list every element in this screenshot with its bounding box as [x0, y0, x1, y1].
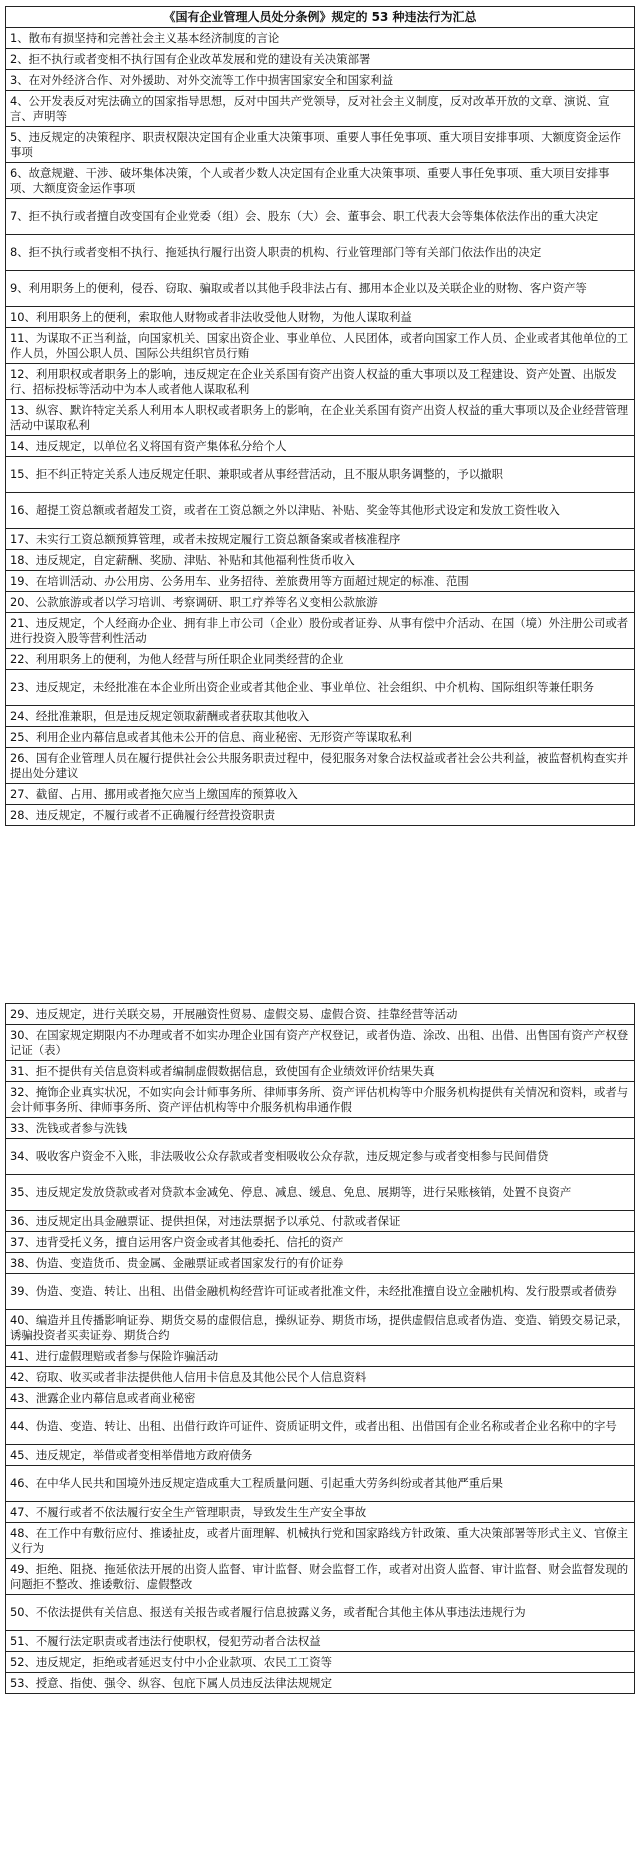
violation-item	[6, 28, 635, 49]
violation-item-cell: 50、不依法提供有关信息、报送有关报告或者履行信息披露义务，或者配合其他主体从事违法违规行为	[6, 1595, 635, 1631]
violation-item	[6, 1409, 635, 1445]
violation-item	[6, 1466, 635, 1502]
violation-item	[6, 1025, 635, 1061]
violation-item-cell: 16、超提工资总额或者超发工资，或者在工资总额之外以津贴、补贴、奖金等其他形式设定和发放工资性收入	[6, 493, 635, 529]
violation-item	[6, 163, 635, 199]
violation-item	[6, 1004, 635, 1025]
violation-item	[6, 670, 635, 706]
violation-item-cell: 29、违反规定，进行关联交易，开展融资性贸易、虚假交易、虚假合资、挂靠经营等活动	[6, 1004, 635, 1025]
violation-item	[6, 457, 635, 493]
violation-item-cell: 25、利用企业内幕信息或者其他未公开的信息、商业秘密、无形资产等谋取私利	[6, 727, 635, 748]
violation-item-cell: 17、未实行工资总额预算管理，或者未按规定履行工资总额备案或者核准程序	[6, 529, 635, 550]
violation-item	[6, 436, 635, 457]
violation-item-cell: 13、纵容、默许特定关系人利用本人职权或者职务上的影响，在企业关系国有资产出资人权益的重大事项以及企业经营管理活动中谋取私利	[6, 400, 635, 436]
violation-item-cell: 39、伪造、变造、转让、出租、出借金融机构经营许可证或者批准文件，未经批准擅自设立金融机构、发行股票或者债券	[6, 1274, 635, 1310]
violation-item	[6, 727, 635, 748]
violation-item-cell: 7、拒不执行或者擅自改变国有企业党委（组）会、股东（大）会、董事会、职工代表大会等集体依法作出的重大决定	[6, 199, 635, 235]
violation-item	[6, 1631, 635, 1652]
violation-item-cell: 1、散布有损坚持和完善社会主义基本经济制度的言论	[6, 28, 635, 49]
violation-item-cell: 43、泄露企业内幕信息或者商业秘密	[6, 1388, 635, 1409]
violation-item-cell: 26、国有企业管理人员在履行提供社会公共服务职责过程中，侵犯服务对象合法权益或者社会公共利益，被监督机构查实并提出处分建议	[6, 748, 635, 784]
violation-item	[6, 400, 635, 436]
violation-item-cell: 31、拒不提供有关信息资料或者编制虚假数据信息，致使国有企业绩效评价结果失真	[6, 1061, 635, 1082]
violation-item-cell: 33、洗钱或者参与洗钱	[6, 1118, 635, 1139]
violation-item-cell: 36、违反规定出具金融票证、提供担保，对违法票据予以承兑、付款或者保证	[6, 1211, 635, 1232]
violation-item-cell: 30、在国家规定期限内不办理或者不如实办理企业国有资产产权登记，或者伪造、涂改、出租、出借、出售国有资产产权登记证（表）	[6, 1025, 635, 1061]
violation-item	[6, 613, 635, 649]
violation-item-cell: 21、违反规定，个人经商办企业、拥有非上市公司（企业）股份或者证券、从事有偿中介活动、在国（境）外注册公司或者进行投资入股等营利性活动	[6, 613, 635, 649]
violation-item-cell: 4、公开发表反对宪法确立的国家指导思想，反对中国共产党领导，反对社会主义制度，反对改革开放的文章、演说、宣言、声明等	[6, 91, 635, 127]
violation-item-cell: 10、利用职务上的便利，索取他人财物或者非法收受他人财物，为他人谋取利益	[6, 307, 635, 328]
violation-item-cell: 14、违反规定，以单位名义将国有资产集体私分给个人	[6, 436, 635, 457]
violation-item-cell: 49、拒绝、阻挠、拖延依法开展的出资人监督、审计监督、财会监督工作，或者对出资人监督、审计监督、财会监督发现的问题拒不整改、推诿敷衍、虚假整改	[6, 1559, 635, 1595]
violation-item	[6, 1523, 635, 1559]
violation-item-cell: 41、进行虚假理赔或者参与保险诈骗活动	[6, 1346, 635, 1367]
violation-item-cell: 47、不履行或者不依法履行安全生产管理职责，导致发生生产安全事故	[6, 1502, 635, 1523]
violation-item-cell: 24、经批准兼职，但是违反规定领取薪酬或者获取其他收入	[6, 706, 635, 727]
violation-item	[6, 1652, 635, 1673]
violation-item-cell: 53、授意、指使、强令、纵容、包庇下属人员违反法律法规规定	[6, 1673, 635, 1694]
violation-item-cell: 19、在培训活动、办公用房、公务用车、业务招待、差旅费用等方面超过规定的标准、范围	[6, 571, 635, 592]
violation-item	[6, 571, 635, 592]
violation-item-cell: 27、截留、占用、挪用或者拖欠应当上缴国库的预算收入	[6, 784, 635, 805]
violation-item	[6, 328, 635, 364]
violation-item-cell: 42、窃取、收买或者非法提供他人信用卡信息及其他公民个人信息资料	[6, 1367, 635, 1388]
violation-item	[6, 235, 635, 271]
violation-item-cell: 18、违反规定，自定薪酬、奖励、津贴、补贴和其他福利性货币收入	[6, 550, 635, 571]
violation-item	[6, 1673, 635, 1694]
violation-item	[6, 199, 635, 235]
violation-item	[6, 649, 635, 670]
violation-item	[6, 1367, 635, 1388]
violation-item	[6, 307, 635, 328]
violation-item-cell: 11、为谋取不正当利益，向国家机关、国家出资企业、事业单位、人民团体，或者向国家工作人员、企业或者其他单位的工作人员，外国公职人员、国际公共组织官员行贿	[6, 328, 635, 364]
violation-item	[6, 493, 635, 529]
violation-item-cell: 51、不履行法定职责或者违法行使职权，侵犯劳动者合法权益	[6, 1631, 635, 1652]
violation-item	[6, 1139, 635, 1175]
violation-item-cell: 37、违背受托义务，擅自运用客户资金或者其他委托、信托的资产	[6, 1232, 635, 1253]
violation-item	[6, 784, 635, 805]
violation-item	[6, 1310, 635, 1346]
violation-item-cell: 52、违反规定，拒绝或者延迟支付中小企业款项、农民工工资等	[6, 1652, 635, 1673]
violation-item	[6, 706, 635, 727]
violation-item	[6, 1559, 635, 1595]
violation-item	[6, 127, 635, 163]
violation-item	[6, 271, 635, 307]
violation-item	[6, 1232, 635, 1253]
violation-item-cell: 9、利用职务上的便利，侵吞、窃取、骗取或者以其他手段非法占有、挪用本企业以及关联企业的财物、客户资产等	[6, 271, 635, 307]
violation-item-cell: 23、违反规定，未经批准在本企业所出资企业或者其他企业、事业单位、社会组织、中介机构、国际组织等兼任职务	[6, 670, 635, 706]
violation-item-cell: 34、吸收客户资金不入账，非法吸收公众存款或者变相吸收公众存款，违反规定参与或者变相参与民间借贷	[6, 1139, 635, 1175]
violation-item-cell: 6、故意规避、干涉、破坏集体决策，个人或者少数人决定国有企业重大决策事项、重要人事任免事项、重大项目安排事项、大额度资金运作事项	[6, 163, 635, 199]
violation-item	[6, 49, 635, 70]
violation-item-cell: 28、违反规定，不履行或者不正确履行经营投资职责	[6, 805, 635, 826]
violation-item	[6, 748, 635, 784]
violation-item-cell: 20、公款旅游或者以学习培训、考察调研、职工疗养等名义变相公款旅游	[6, 592, 635, 613]
violation-item	[6, 1274, 635, 1310]
violation-item	[6, 1346, 635, 1367]
violation-item-cell: 45、违反规定，举借或者变相举借地方政府债务	[6, 1445, 635, 1466]
violation-item	[6, 1175, 635, 1211]
violation-item	[6, 1388, 635, 1409]
violation-item-cell: 46、在中华人民共和国境外违反规定造成重大工程质量问题、引起重大劳务纠纷或者其他严重后果	[6, 1466, 635, 1502]
violation-item	[6, 529, 635, 550]
violation-item	[6, 1082, 635, 1118]
violation-item-cell: 3、在对外经济合作、对外援助、对外交流等工作中损害国家安全和国家利益	[6, 70, 635, 91]
violation-item	[6, 1211, 635, 1232]
violation-item-cell: 32、掩饰企业真实状况，不如实向会计师事务所、律师事务所、资产评估机构等中介服务机构提供有关情况和资料，或者与会计师事务所、律师事务所、资产评估机构等中介服务机构串通作假	[6, 1082, 635, 1118]
violation-item	[6, 70, 635, 91]
violation-item-cell: 15、拒不纠正特定关系人违反规定任职、兼职或者从事经营活动，且不服从职务调整的，予以撤职	[6, 457, 635, 493]
table-title	[6, 7, 635, 28]
violation-item	[6, 805, 635, 826]
violation-item	[6, 364, 635, 400]
violation-item-cell: 48、在工作中有敷衍应付、推诿扯皮，或者片面理解、机械执行党和国家路线方针政策、重大决策部署等形式主义、官僚主义行为	[6, 1523, 635, 1559]
violation-item-cell: 35、违反规定发放贷款或者对贷款本金减免、停息、减息、缓息、免息、展期等，进行呆账核销，处置不良资产	[6, 1175, 635, 1211]
violation-item	[6, 1253, 635, 1274]
violation-item-cell: 38、伪造、变造货币、贵金属、金融票证或者国家发行的有价证券	[6, 1253, 635, 1274]
violation-item	[6, 1595, 635, 1631]
violation-item-cell: 12、利用职权或者职务上的影响，违反规定在企业关系国有资产出资人权益的重大事项以及工程建设、资产处置、出版发行、招标投标等活动中为本人或者他人谋取私利	[6, 364, 635, 400]
violation-item-cell: 8、拒不执行或者变相不执行、拖延执行履行出资人职责的机构、行业管理部门等有关部门依法作出的决定	[6, 235, 635, 271]
violation-item-cell: 2、拒不执行或者变相不执行国有企业改革发展和党的建设有关决策部署	[6, 49, 635, 70]
violation-table-part-2	[5, 1003, 635, 1694]
violation-table-part-1	[5, 6, 635, 826]
violation-item-cell: 5、违反规定的决策程序、职责权限决定国有企业重大决策事项、重要人事任免事项、重大项目安排事项、大额度资金运作事项	[6, 127, 635, 163]
violation-item	[6, 91, 635, 127]
violation-item	[6, 1061, 635, 1082]
violation-item	[6, 1445, 635, 1466]
violation-item-cell: 40、编造并且传播影响证券、期货交易的虚假信息，操纵证券、期货市场，提供虚假信息或者伪造、变造、销毁交易记录，诱骗投资者买卖证券、期货合约	[6, 1310, 635, 1346]
violation-item	[6, 592, 635, 613]
table-title-cell: 《国有企业管理人员处分条例》规定的 53 种违法行为汇总	[6, 7, 635, 28]
violation-item	[6, 1118, 635, 1139]
violation-item	[6, 550, 635, 571]
violation-item	[6, 1502, 635, 1523]
violation-item-cell: 22、利用职务上的便利，为他人经营与所任职企业同类经营的企业	[6, 649, 635, 670]
violation-item-cell: 44、伪造、变造、转让、出租、出借行政许可证件、资质证明文件，或者出租、出借国有企业名称或者企业名称中的字号	[6, 1409, 635, 1445]
